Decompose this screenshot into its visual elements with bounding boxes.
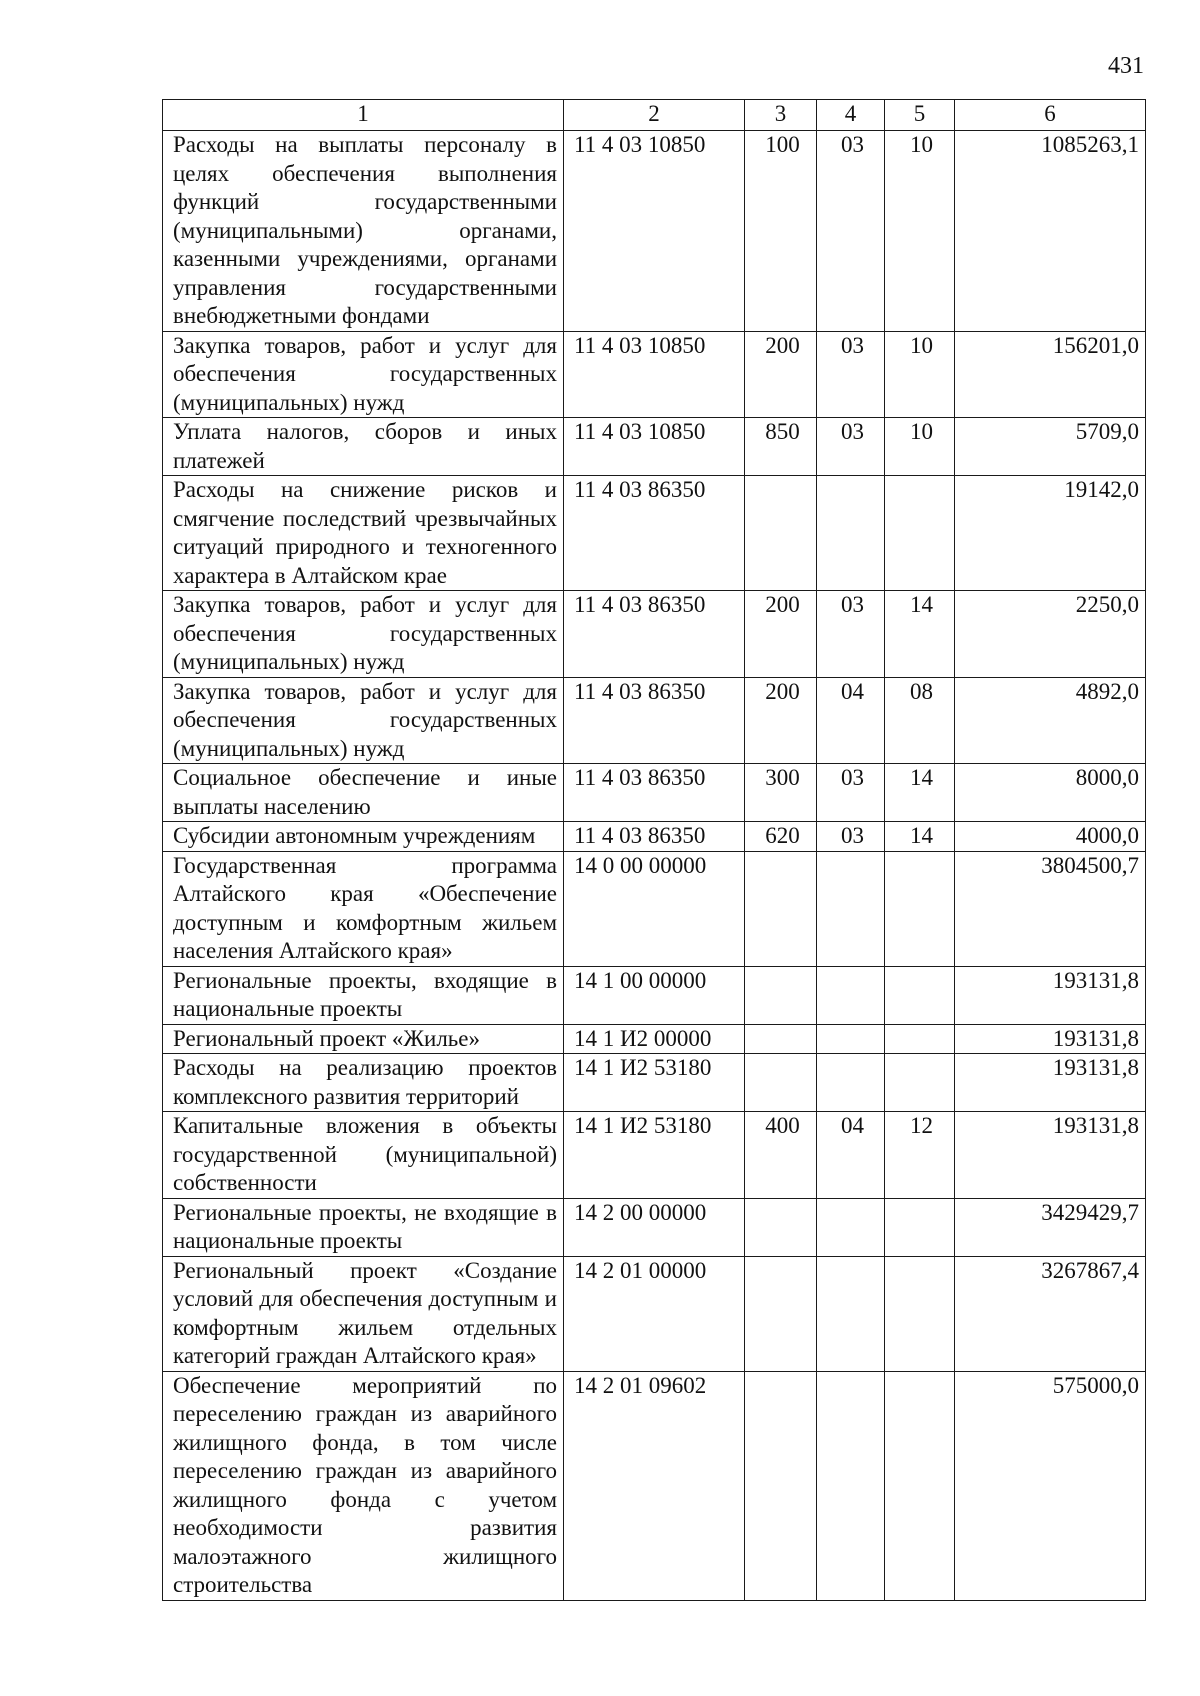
row-target-code: 14 1 00 00000 bbox=[564, 966, 745, 1024]
table-row bbox=[163, 1198, 1146, 1256]
table-row bbox=[163, 476, 1146, 591]
row-expense-type bbox=[745, 1198, 817, 1256]
row-section: 03 bbox=[817, 822, 885, 852]
table-row bbox=[163, 677, 1146, 764]
row-amount: 575000,0 bbox=[955, 1371, 1146, 1600]
row-section bbox=[817, 851, 885, 966]
row-expense-type bbox=[745, 1256, 817, 1371]
row-target-code: 14 2 00 00000 bbox=[564, 1198, 745, 1256]
table-row bbox=[163, 822, 1146, 852]
row-subsection bbox=[885, 1024, 955, 1054]
row-description: Субсидии автономным учреждениям bbox=[163, 822, 564, 852]
row-target-code: 11 4 03 10850 bbox=[564, 418, 745, 476]
row-subsection bbox=[885, 966, 955, 1024]
column-header-6: 6 bbox=[955, 100, 1146, 131]
row-description: Региональные проекты, не входящие в национальные проекты bbox=[163, 1198, 564, 1256]
row-section: 03 bbox=[817, 331, 885, 418]
row-description: Социальное обеспечение и иные выплаты населению bbox=[163, 764, 564, 822]
row-expense-type bbox=[745, 851, 817, 966]
table-row bbox=[163, 1112, 1146, 1199]
row-description: Капитальные вложения в объекты государственной (муниципальной) собственности bbox=[163, 1112, 564, 1199]
row-expense-type bbox=[745, 1054, 817, 1112]
row-description: Уплата налогов, сборов и иных платежей bbox=[163, 418, 564, 476]
row-section: 03 bbox=[817, 591, 885, 678]
column-header-3: 3 bbox=[745, 100, 817, 131]
row-target-code: 11 4 03 10850 bbox=[564, 331, 745, 418]
row-subsection: 14 bbox=[885, 822, 955, 852]
row-expense-type: 100 bbox=[745, 131, 817, 332]
row-amount: 19142,0 bbox=[955, 476, 1146, 591]
column-header-1: 1 bbox=[163, 100, 564, 131]
row-section: 03 bbox=[817, 764, 885, 822]
row-target-code: 11 4 03 86350 bbox=[564, 764, 745, 822]
row-amount: 8000,0 bbox=[955, 764, 1146, 822]
row-description: Расходы на реализацию проектов комплексного развития территорий bbox=[163, 1054, 564, 1112]
row-target-code: 14 1 И2 53180 bbox=[564, 1112, 745, 1199]
row-subsection: 08 bbox=[885, 677, 955, 764]
row-amount: 4892,0 bbox=[955, 677, 1146, 764]
row-description: Региональные проекты, входящие в национальные проекты bbox=[163, 966, 564, 1024]
row-expense-type: 620 bbox=[745, 822, 817, 852]
row-amount: 5709,0 bbox=[955, 418, 1146, 476]
table-row bbox=[163, 1371, 1146, 1600]
table-body bbox=[163, 131, 1146, 1601]
table-row bbox=[163, 418, 1146, 476]
table-row bbox=[163, 764, 1146, 822]
row-target-code: 14 2 01 00000 bbox=[564, 1256, 745, 1371]
table-header-row bbox=[163, 100, 1146, 131]
row-subsection bbox=[885, 1371, 955, 1600]
column-header-5: 5 bbox=[885, 100, 955, 131]
row-expense-type bbox=[745, 476, 817, 591]
row-description: Государственная программа Алтайского края «Обеспечение доступным и комфортным жильем населения Алтайского края» bbox=[163, 851, 564, 966]
row-subsection: 14 bbox=[885, 591, 955, 678]
row-amount: 193131,8 bbox=[955, 1112, 1146, 1199]
table-row bbox=[163, 1054, 1146, 1112]
row-target-code: 11 4 03 86350 bbox=[564, 476, 745, 591]
table-row bbox=[163, 851, 1146, 966]
row-section: 03 bbox=[817, 131, 885, 332]
budget-table bbox=[162, 99, 1146, 1601]
table-row bbox=[163, 966, 1146, 1024]
row-section bbox=[817, 966, 885, 1024]
row-expense-type: 200 bbox=[745, 591, 817, 678]
row-section: 04 bbox=[817, 677, 885, 764]
column-header-2: 2 bbox=[564, 100, 745, 131]
row-description: Закупка товаров, работ и услуг для обеспечения государственных (муниципальных) нужд bbox=[163, 677, 564, 764]
row-expense-type: 300 bbox=[745, 764, 817, 822]
row-target-code: 14 0 00 00000 bbox=[564, 851, 745, 966]
row-subsection bbox=[885, 1198, 955, 1256]
table-row bbox=[163, 131, 1146, 332]
row-section bbox=[817, 1054, 885, 1112]
row-subsection bbox=[885, 1256, 955, 1371]
row-section bbox=[817, 476, 885, 591]
row-section bbox=[817, 1256, 885, 1371]
row-amount: 156201,0 bbox=[955, 331, 1146, 418]
row-section bbox=[817, 1198, 885, 1256]
row-subsection bbox=[885, 1054, 955, 1112]
row-expense-type: 400 bbox=[745, 1112, 817, 1199]
row-expense-type bbox=[745, 1024, 817, 1054]
row-section bbox=[817, 1371, 885, 1600]
row-description: Региональный проект «Создание условий для обеспечения доступным и комфортным жильем отдельных категорий граждан Алтайского края» bbox=[163, 1256, 564, 1371]
row-description: Расходы на снижение рисков и смягчение последствий чрезвычайных ситуаций природного и техногенного характера в Алтайском крае bbox=[163, 476, 564, 591]
row-amount: 193131,8 bbox=[955, 966, 1146, 1024]
row-expense-type: 200 bbox=[745, 331, 817, 418]
row-amount: 3429429,7 bbox=[955, 1198, 1146, 1256]
row-amount: 3267867,4 bbox=[955, 1256, 1146, 1371]
row-amount: 1085263,1 bbox=[955, 131, 1146, 332]
row-amount: 193131,8 bbox=[955, 1024, 1146, 1054]
row-expense-type: 200 bbox=[745, 677, 817, 764]
row-description: Закупка товаров, работ и услуг для обеспечения государственных (муниципальных) нужд bbox=[163, 591, 564, 678]
row-amount: 2250,0 bbox=[955, 591, 1146, 678]
row-subsection: 10 bbox=[885, 331, 955, 418]
row-expense-type bbox=[745, 966, 817, 1024]
row-target-code: 14 2 01 09602 bbox=[564, 1371, 745, 1600]
table-row bbox=[163, 1256, 1146, 1371]
row-target-code: 11 4 03 10850 bbox=[564, 131, 745, 332]
page-number: 431 bbox=[1108, 53, 1144, 79]
table-row bbox=[163, 331, 1146, 418]
row-subsection bbox=[885, 851, 955, 966]
table-row bbox=[163, 1024, 1146, 1054]
row-target-code: 11 4 03 86350 bbox=[564, 822, 745, 852]
row-subsection bbox=[885, 476, 955, 591]
row-subsection: 10 bbox=[885, 418, 955, 476]
row-section: 03 bbox=[817, 418, 885, 476]
row-target-code: 11 4 03 86350 bbox=[564, 591, 745, 678]
row-amount: 4000,0 bbox=[955, 822, 1146, 852]
row-description: Расходы на выплаты персоналу в целях обеспечения выполнения функций государственными (муниципальными) органами, казенными учреждениями, органами управления государственными внебюджетными фондами bbox=[163, 131, 564, 332]
row-description: Закупка товаров, работ и услуг для обеспечения государственных (муниципальных) нужд bbox=[163, 331, 564, 418]
row-target-code: 14 1 И2 00000 bbox=[564, 1024, 745, 1054]
row-amount: 193131,8 bbox=[955, 1054, 1146, 1112]
row-description: Обеспечение мероприятий по переселению граждан из аварийного жилищного фонда, в том числе переселению граждан из аварийного жилищного фонда с учетом необходимости развития малоэтажного жилищного строительства bbox=[163, 1371, 564, 1600]
row-description: Региональный проект «Жилье» bbox=[163, 1024, 564, 1054]
row-section bbox=[817, 1024, 885, 1054]
table-row bbox=[163, 591, 1146, 678]
row-subsection: 14 bbox=[885, 764, 955, 822]
row-target-code: 14 1 И2 53180 bbox=[564, 1054, 745, 1112]
row-section: 04 bbox=[817, 1112, 885, 1199]
row-target-code: 11 4 03 86350 bbox=[564, 677, 745, 764]
column-header-4: 4 bbox=[817, 100, 885, 131]
row-amount: 3804500,7 bbox=[955, 851, 1146, 966]
row-subsection: 10 bbox=[885, 131, 955, 332]
row-subsection: 12 bbox=[885, 1112, 955, 1199]
row-expense-type: 850 bbox=[745, 418, 817, 476]
row-expense-type bbox=[745, 1371, 817, 1600]
